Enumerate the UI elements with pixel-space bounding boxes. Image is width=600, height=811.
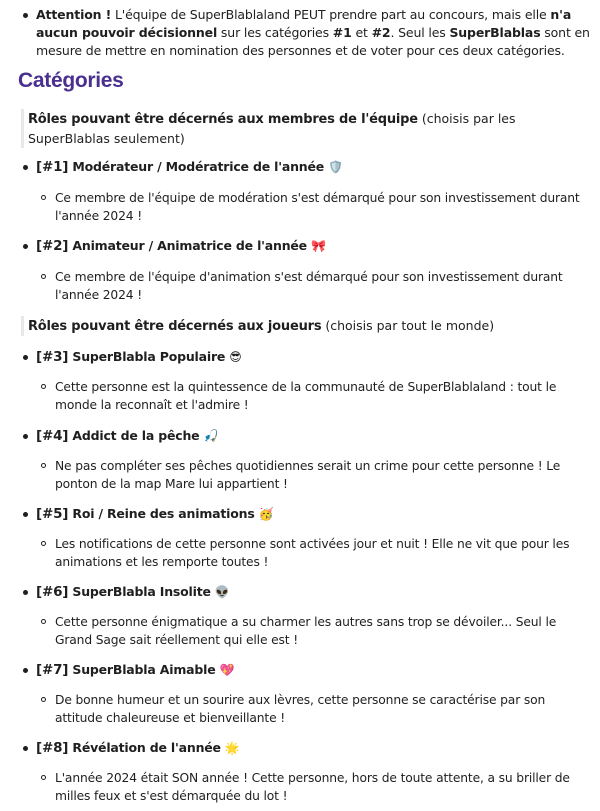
intro-text: . Seul les — [390, 25, 450, 40]
intro-emphasis: SuperBlablas — [449, 25, 541, 40]
team-roles-title: Rôles pouvant être décernés aux membres de l'équipe — [28, 112, 418, 127]
category-item — [36, 505, 273, 523]
category-item — [36, 739, 240, 757]
category-number: [#4] — [36, 428, 69, 444]
heart-icon: 💖 — [219, 663, 235, 677]
category-title: Addict de la pêche — [68, 428, 200, 443]
category-title: SuperBlabla Populaire — [68, 349, 226, 364]
category-number: [#3] — [36, 349, 69, 365]
player-roles-note: (choisis par tout le monde) — [321, 318, 495, 333]
category-title: SuperBlabla Insolite — [68, 584, 211, 599]
alien-icon: 👽 — [214, 585, 230, 599]
category-title: SuperBlabla Aimable — [68, 662, 216, 677]
category-title: Révélation de l'année — [68, 740, 221, 755]
player-roles-title: Rôles pouvant être décernés aux joueurs — [28, 319, 322, 334]
category-number: [#8] — [36, 740, 69, 756]
fishing-icon: 🎣 — [203, 429, 219, 443]
section-heading: Catégories — [18, 69, 124, 92]
category-item — [36, 348, 242, 366]
category-description: Ne pas compléter ses pêches quotidiennes serait un crime pour cette personne ! Le ponton de la map Mare lui appartient ! — [55, 457, 585, 493]
shield-icon: 🛡️ — [328, 160, 343, 174]
intro-category-ref: #2 — [371, 25, 391, 40]
category-title: Animateur / Animatrice de l'année — [68, 238, 307, 253]
star-icon: 🌟 — [224, 741, 240, 755]
category-number: [#6] — [36, 584, 69, 600]
attention-label: Attention ! — [36, 7, 112, 22]
sunglasses-icon: 😎 — [229, 350, 242, 364]
intro-category-ref: #1 — [332, 25, 352, 40]
team-roles-note: (choisis par les SuperBlablas seulement) — [28, 111, 516, 146]
category-item — [36, 158, 343, 176]
category-description: Ce membre de l'équipe de modération s'est démarqué pour son investissement durant l'année 2024 ! — [55, 189, 585, 225]
attention-notice — [36, 6, 592, 60]
category-item — [36, 661, 234, 679]
category-title: Modérateur / Modératrice de l'année — [68, 159, 325, 174]
category-number: [#1] — [36, 159, 69, 175]
category-description: Cette personne est la quintessence de la communauté de SuperBlablaland : tout le monde la reconnaît et l'admire ! — [55, 378, 585, 414]
player-roles-header — [21, 316, 588, 336]
intro-text: et — [351, 25, 372, 40]
category-description: L'année 2024 était SON année ! Cette personne, hors de toute attente, a su briller de milles feux et s'est démarquée du lot ! — [55, 769, 585, 805]
category-number: [#5] — [36, 506, 69, 522]
ribbon-icon: 🎀 — [310, 239, 326, 253]
category-item — [36, 237, 326, 255]
category-number: [#2] — [36, 238, 69, 254]
category-item — [36, 427, 218, 445]
category-title: Roi / Reine des animations — [68, 506, 255, 521]
intro-emphasis: n'a aucun pouvoir décisionnel — [36, 7, 572, 40]
category-description: Cette personne énigmatique a su charmer les autres sans trop se dévoiler... Seul le Grand Sage sait réellement qui elle est ! — [55, 613, 585, 649]
category-description: Les notifications de cette personne sont activées jour et nuit ! Elle ne vit que pour les animations et les remporte toutes ! — [55, 535, 585, 571]
party-face-icon: 🥳 — [258, 507, 274, 521]
intro-text: sont en mesure de mettre en nomination des personnes et de voter pour ces deux catégories. — [36, 25, 590, 58]
intro-text: sur les catégories — [217, 25, 333, 40]
category-number: [#7] — [36, 662, 69, 678]
category-description: De bonne humeur et un sourire aux lèvres, cette personne se caractérise par son attitude chaleureuse et bienveillante ! — [55, 691, 585, 727]
intro-text: L'équipe de SuperBlablaland PEUT prendre part au concours, mais elle — [111, 7, 551, 22]
category-description: Ce membre de l'équipe d'animation s'est démarqué pour son investissement durant l'année 2024 ! — [55, 268, 585, 304]
category-item — [36, 583, 230, 601]
team-roles-header — [21, 109, 588, 148]
